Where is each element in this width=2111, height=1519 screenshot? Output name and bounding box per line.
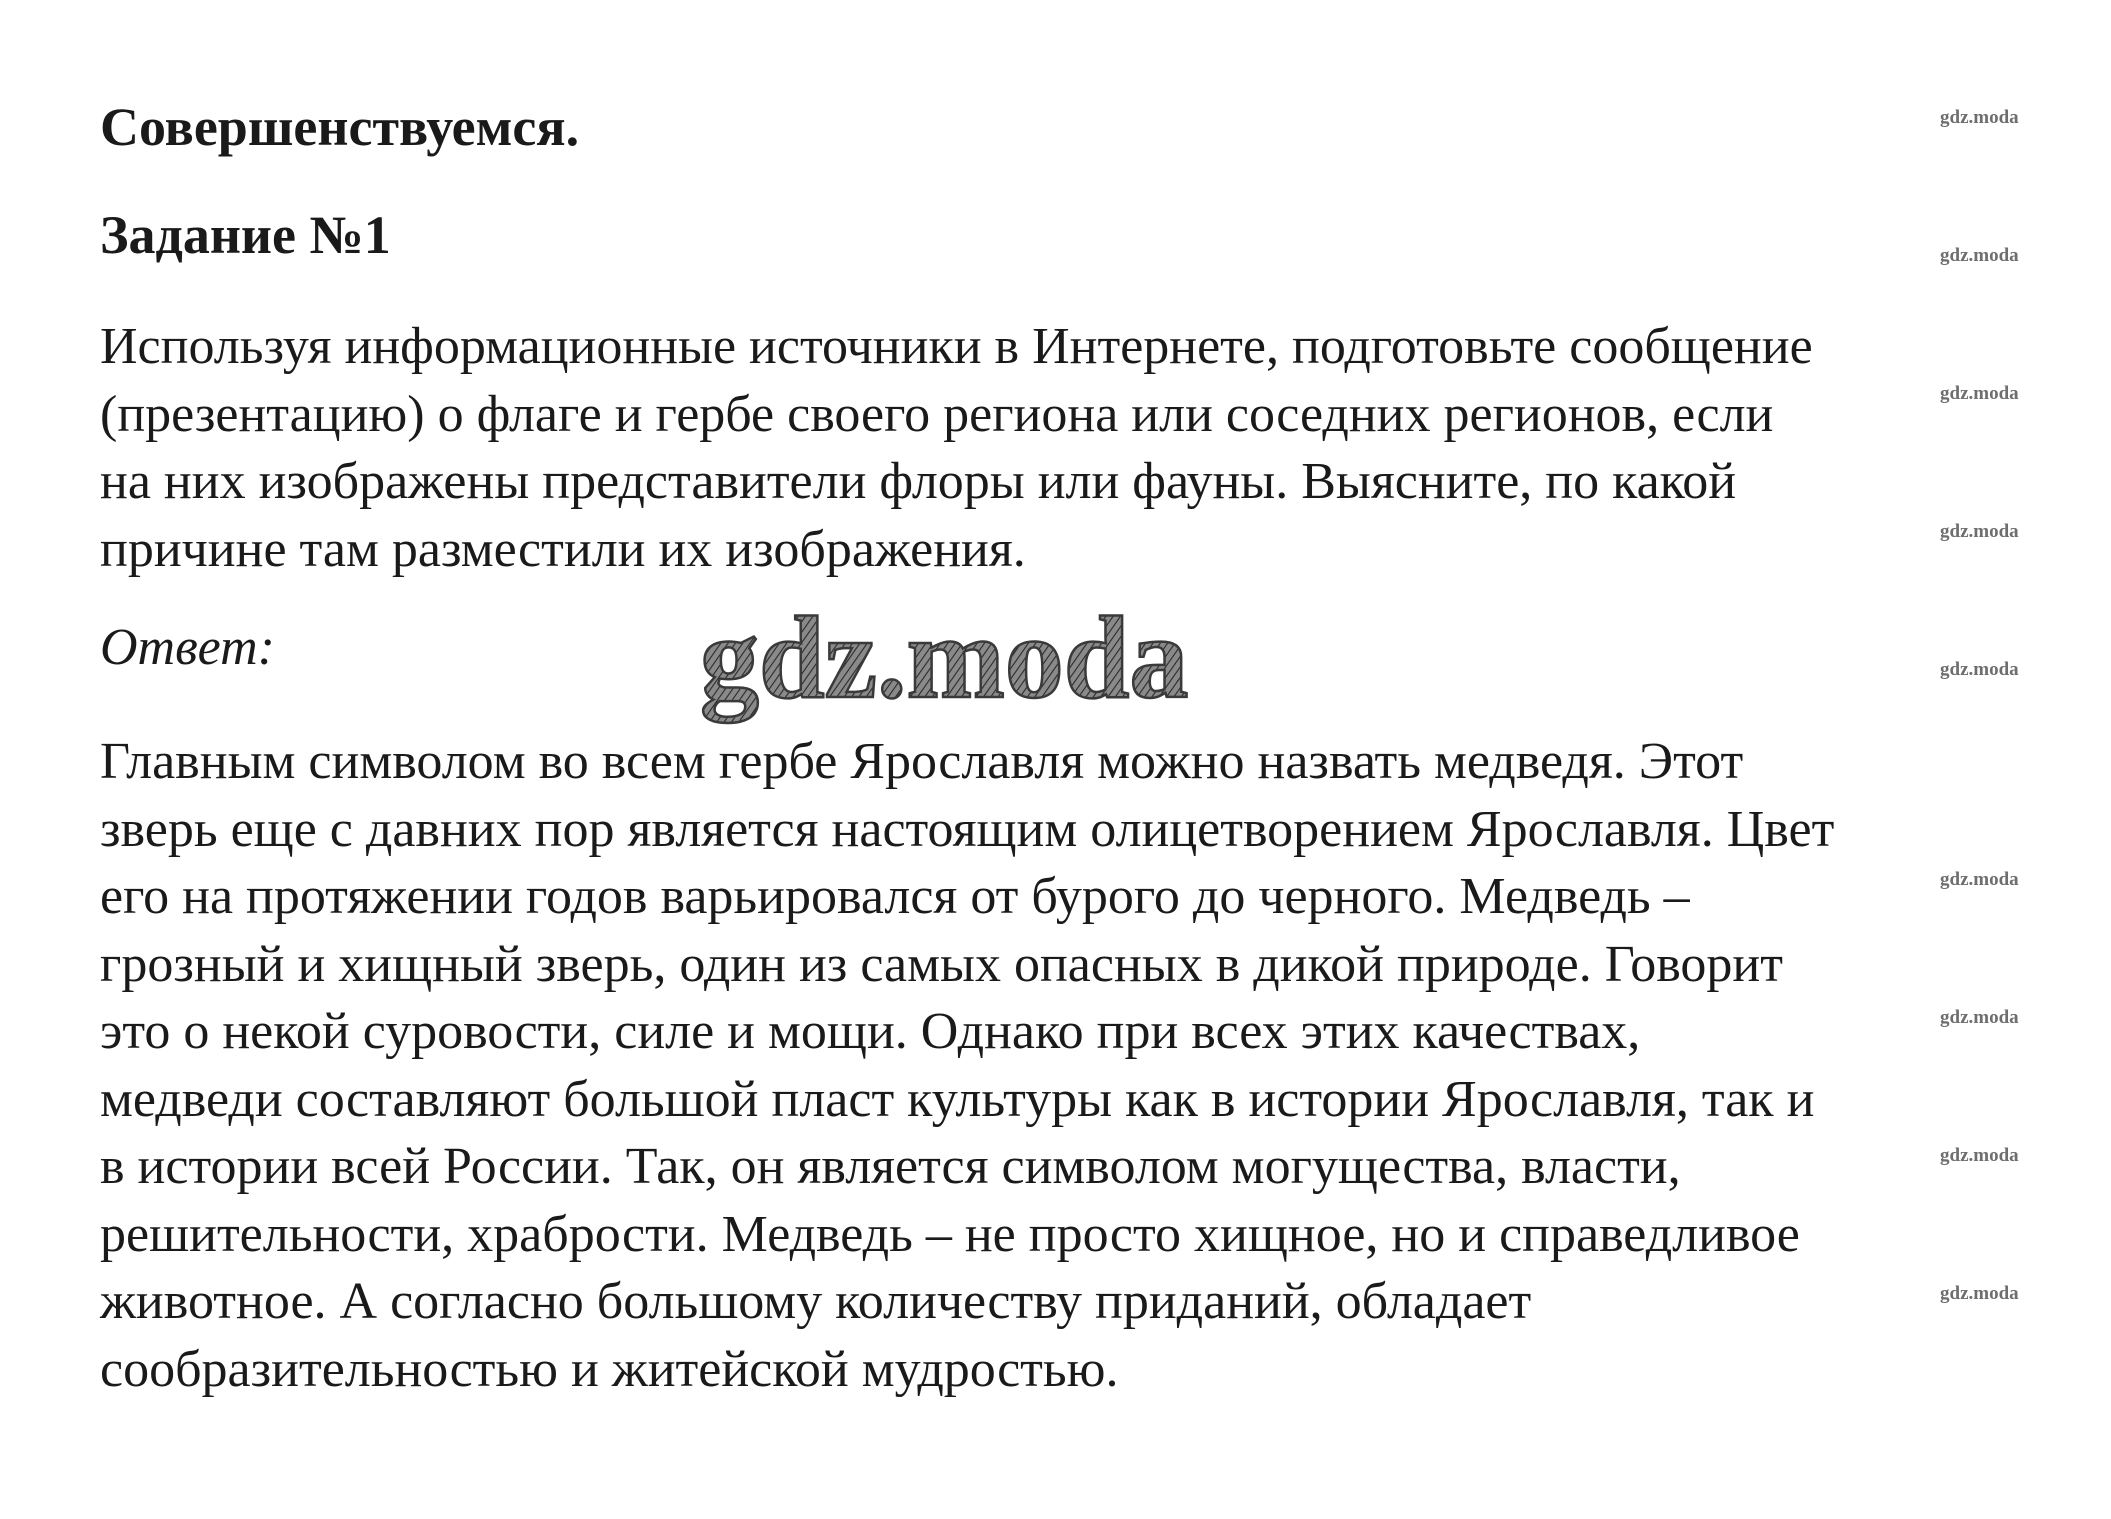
answer-line: это о некой суровости, силе и мощи. Однако при всех этих качествах, xyxy=(100,1003,1641,1060)
watermark-small: gdz.moda xyxy=(1940,869,2019,890)
watermark-small: gdz.moda xyxy=(1940,1145,2019,1166)
watermark-small: gdz.moda xyxy=(1940,659,2019,680)
answer-line: решительности, храбрости. Медведь – не просто хищное, но и справедливое xyxy=(100,1205,1800,1263)
task-line: (презентацию) о флаге и гербе своего региона или соседних регионов, если xyxy=(100,385,1774,443)
answer-line: в истории всей России. Так, он является символом могущества, власти, xyxy=(100,1138,1681,1195)
answer-line: его на протяжении годов варьировался от бурого до черного. Медведь – xyxy=(100,868,1690,925)
watermark-small: gdz.moda xyxy=(1940,383,2019,404)
answer-text xyxy=(100,728,2060,1403)
task-title: Задание №1 xyxy=(100,205,391,265)
answer-label: Ответ: xyxy=(100,619,275,676)
section-title: Совершенствуемся. xyxy=(100,97,580,157)
answer-line: медведи составляют большой пласт культуры как в истории Ярославля, так и xyxy=(100,1070,1815,1128)
answer-line: Главным символом во всем гербе Ярославля можно назвать медведя. Этот xyxy=(100,733,1744,790)
task-line: Используя информационные источники в Интернете, подготовьте сообщение xyxy=(100,318,1813,375)
answer-line: грозный и хищный зверь, один из самых опасных в дикой природе. Говорит xyxy=(100,935,1783,993)
answer-line: зверь еще с давних пор является настоящим олицетворением Ярославля. Цвет xyxy=(100,800,1835,858)
watermark-small: gdz.moda xyxy=(1940,521,2019,542)
answer-line: животное. А согласно большому количеству приданий, обладает xyxy=(100,1273,1532,1330)
watermark-small: gdz.moda xyxy=(1940,245,2019,266)
task-line: на них изображены представители флоры или фауны. Выясните, по какой xyxy=(100,453,1737,510)
task-text xyxy=(100,313,2060,583)
answer-line: сообразительностью и житейской мудростью. xyxy=(100,1340,1119,1398)
watermark-small: gdz.moda xyxy=(1940,107,2019,128)
task-line: причине там разместили их изображения. xyxy=(100,520,1026,578)
watermark-logo-text: gdz.moda xyxy=(700,592,1189,723)
watermark-small: gdz.moda xyxy=(1940,1007,2019,1028)
watermark-small: gdz.moda xyxy=(1940,1283,2019,1304)
watermark-logo xyxy=(690,592,1290,742)
